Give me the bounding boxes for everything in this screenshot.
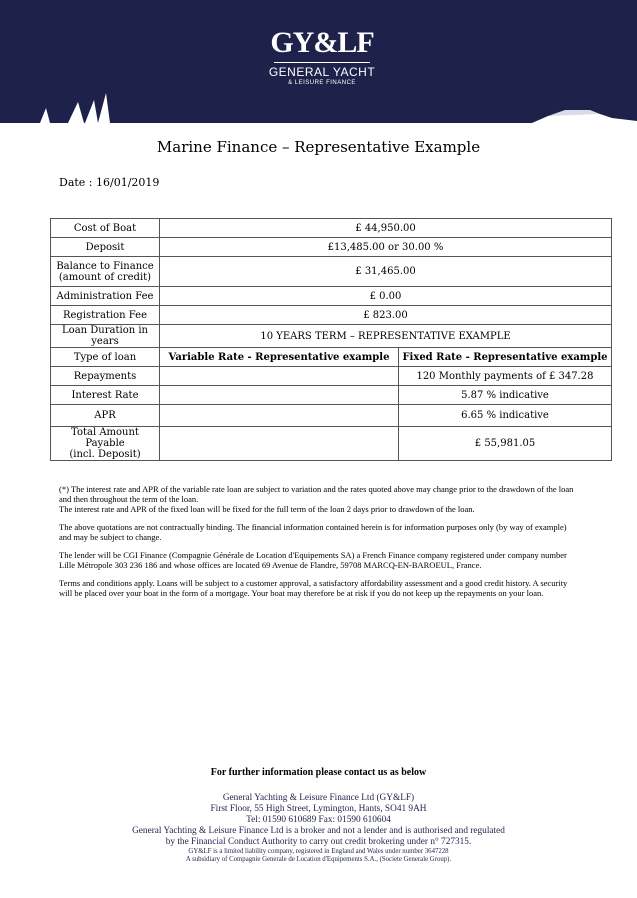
table-row xyxy=(51,257,612,287)
logo-name: GENERAL YACHT xyxy=(268,65,376,79)
cell-label: Repayments xyxy=(51,367,160,386)
cell-value: £ 0.00 xyxy=(160,287,612,306)
cell-variable-header: Variable Rate - Representative example xyxy=(160,348,399,367)
finance-table xyxy=(50,218,612,461)
table-row xyxy=(51,306,612,325)
cell-value: £13,485.00 or 30.00 % xyxy=(160,238,612,257)
cell-variable xyxy=(160,405,399,427)
cell-label: Type of loan xyxy=(51,348,160,367)
contact-phone: Tel: 01590 610689 Fax: 01590 610604 xyxy=(246,815,391,825)
cell-fixed: 5.87 % indicative xyxy=(399,386,612,405)
cell-label: APR xyxy=(51,405,160,427)
contact-heading: For further information please contact us as below xyxy=(210,767,427,778)
cell-variable xyxy=(160,386,399,405)
note-text: (*) The interest rate and APR of the variable rate loan are subject to variation and the rates quoted above may change prior to the drawdown of the loan and then throughout the term of the loan. xyxy=(59,484,574,504)
label-line: Balance to Finance xyxy=(56,260,154,272)
label-line: Total Amount Payable xyxy=(71,427,139,449)
table-row xyxy=(51,405,612,427)
table-row xyxy=(51,325,612,348)
label-line: (incl. Deposit) xyxy=(69,449,141,460)
table-row xyxy=(51,238,612,257)
cell-value: £ 44,950.00 xyxy=(160,219,612,238)
cell-label: Deposit xyxy=(51,238,160,257)
table-row xyxy=(51,287,612,306)
label-line: (amount of credit) xyxy=(58,271,152,283)
cell-value: £ 823.00 xyxy=(160,306,612,325)
disclaimer-notes xyxy=(59,484,579,606)
table-row xyxy=(51,219,612,238)
note-paragraph xyxy=(59,484,579,514)
table-row xyxy=(51,348,612,367)
contact-broker-line: General Yachting & Leisure Finance Ltd is a broker and not a lender and is authorised and regulated xyxy=(132,826,505,836)
cell-fixed: 120 Monthly payments of £ 347.28 xyxy=(399,367,612,386)
cell-label xyxy=(51,427,160,461)
cell-label: Administration Fee xyxy=(51,287,160,306)
cell-label: Loan Duration in years xyxy=(51,325,160,348)
cell-fixed: 6.65 % indicative xyxy=(399,405,612,427)
document-date: Date : 16/01/2019 xyxy=(59,176,160,189)
contact-legal-line: GY&LF is a limited liability company, registered in England and Wales under number 3647228 xyxy=(188,848,449,855)
cell-value: £ 31,465.00 xyxy=(160,257,612,287)
cell-label: Registration Fee xyxy=(51,306,160,325)
note-paragraph: The above quotations are not contractually binding. The financial information contained herein is for information purposes only (by way of example) and may be subject to change. xyxy=(59,522,567,542)
header-banner xyxy=(0,0,637,123)
cell-fixed-header: Fixed Rate - Representative example xyxy=(399,348,612,367)
contact-block xyxy=(0,793,637,864)
cell-variable xyxy=(160,427,399,461)
table-row xyxy=(51,427,612,461)
logo-subtitle: & LEISURE FINANCE xyxy=(288,80,356,86)
contact-company: General Yachting & Leisure Finance Ltd (GY&LF) xyxy=(222,793,415,803)
contact-broker-line: by the Financial Conduct Authority to carry out credit brokering under n° 727315. xyxy=(165,837,472,847)
cell-variable xyxy=(160,367,399,386)
note-text: The interest rate and APR of the fixed loan will be fixed for the full term of the loan 2 days prior to drawdown of the loan. xyxy=(59,504,475,514)
logo-divider xyxy=(274,62,370,63)
contact-address: First Floor, 55 High Street, Lymington, Hants, SO41 9AH xyxy=(210,804,427,814)
sail-3 xyxy=(85,100,98,123)
cell-value: 10 YEARS TERM – REPRESENTATIVE EXAMPLE xyxy=(160,325,612,348)
company-logo xyxy=(262,28,382,88)
cell-fixed: £ 55,981.05 xyxy=(399,427,612,461)
logo-mark: GY&LF xyxy=(270,26,374,59)
cell-label: Cost of Boat xyxy=(51,219,160,238)
contact-legal-line: A subsidiary of Compagnie Generale de Location d'Equipements S.A., (Societe Generale Group). xyxy=(185,856,452,863)
cell-label: Interest Rate xyxy=(51,386,160,405)
cell-label xyxy=(51,257,160,287)
table-row xyxy=(51,367,612,386)
sail-4 xyxy=(98,93,110,123)
note-paragraph: Terms and conditions apply. Loans will be subject to a customer approval, a satisfactory affordability assessment and a good credit history. A security will be placed over your boat in the form of a mortgage. Your boat may therefore be at risk if you do not keep up the repayments on your loan. xyxy=(59,578,568,598)
table-row xyxy=(51,386,612,405)
document-title: Marine Finance – Representative Example xyxy=(156,138,481,156)
sail-1 xyxy=(40,108,50,123)
note-paragraph: The lender will be CGI Finance (Compagnie Générale de Location d'Equipements SA) a French Finance company registered under company number Lille Métropole 303 236 186 and whose offices are located 69 Avenue de Flandre, 59708 MARCQ-EN-BAROEUL, France. xyxy=(59,550,567,570)
sail-2 xyxy=(68,102,84,123)
